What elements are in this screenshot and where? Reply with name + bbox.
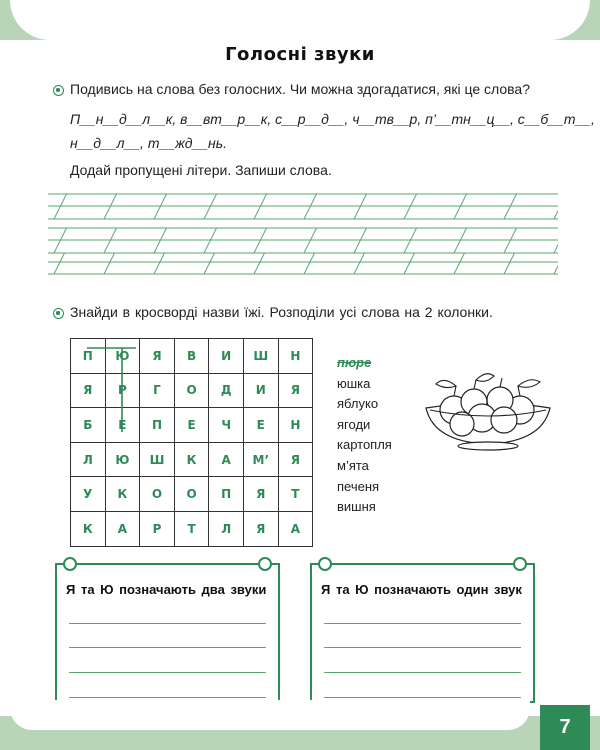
- grid-cell: Б: [71, 408, 106, 443]
- found-word-path: [70, 338, 278, 546]
- task1-instruction: Додай пропущені літери. Запиши слова.: [70, 162, 332, 178]
- grid-cell: О: [174, 373, 209, 408]
- grid-cell: Ю: [105, 442, 140, 477]
- grid-cell: Ш: [140, 442, 175, 477]
- grid-cell: Я: [243, 477, 278, 512]
- top-decor-card: [10, 0, 590, 40]
- grid-cell: А: [278, 511, 313, 546]
- grid-cell: Я: [71, 373, 106, 408]
- grid-cell: Ю: [105, 339, 140, 374]
- grid-cell: Н: [278, 408, 313, 443]
- grid-cell: Е: [174, 408, 209, 443]
- grid-cell: О: [174, 477, 209, 512]
- food-word: вишня: [337, 499, 376, 515]
- grid-cell: П: [140, 408, 175, 443]
- grid-cell: В: [174, 339, 209, 374]
- grid-cell: Г: [140, 373, 175, 408]
- grid-cell: Е: [243, 408, 278, 443]
- task2-prompt: Знайди в кросворді назви їжі. Розподіли усі слова на 2 колонки.: [70, 304, 493, 320]
- bottom-decor-card: [10, 700, 530, 730]
- grid-cell: Я: [140, 339, 175, 374]
- grid-cell: Р: [140, 511, 175, 546]
- grid-cell: Т: [174, 511, 209, 546]
- food-word: печеня: [337, 478, 380, 494]
- ring-icon: [318, 557, 332, 571]
- fruit-bowl-icon: [422, 368, 554, 452]
- food-word: юшка: [337, 375, 371, 391]
- answer-box-one-sound: [310, 563, 535, 703]
- grid-cell: Ч: [209, 408, 244, 443]
- grid-cell: А: [105, 511, 140, 546]
- grid-cell: Е: [105, 408, 140, 443]
- food-word: яблуко: [337, 396, 379, 412]
- page-title: Голосні звуки: [225, 44, 375, 65]
- grid-cell: К: [174, 442, 209, 477]
- grid-cell: Р: [105, 373, 140, 408]
- grid-cell: Т: [278, 477, 313, 512]
- grid-cell: М’: [243, 442, 278, 477]
- ring-icon: [258, 557, 272, 571]
- food-word: ягоди: [337, 416, 371, 432]
- task1-masked-words-line1: П__н__д__л__к, в__вт__р__к, с__р__д__, ч__тв__р, п’__тн__ц__, с__б__т__,: [70, 111, 595, 127]
- grid-cell: Д: [209, 373, 244, 408]
- writing-lines: [48, 186, 558, 276]
- grid-cell: П: [209, 477, 244, 512]
- grid-cell: И: [243, 373, 278, 408]
- grid-cell: Л: [209, 511, 244, 546]
- grid-cell: Я: [278, 442, 313, 477]
- task1-masked-words-line2: н__д__л__, т__жд__нь.: [70, 135, 227, 151]
- grid-cell: П: [71, 339, 106, 374]
- grid-cell: Н: [278, 339, 313, 374]
- food-word: картопля: [337, 437, 392, 453]
- food-word: м’ята: [337, 457, 369, 473]
- grid-cell: О: [140, 477, 175, 512]
- grid-cell: К: [71, 511, 106, 546]
- target-bullet-icon: [53, 308, 64, 319]
- ring-icon: [513, 557, 527, 571]
- answer-box-title: Я та Ю позначають два звуки: [66, 582, 267, 597]
- grid-cell: Я: [278, 373, 313, 408]
- grid-cell: К: [105, 477, 140, 512]
- grid-cell: Я: [243, 511, 278, 546]
- target-bullet-icon: [53, 85, 64, 96]
- grid-cell: У: [71, 477, 106, 512]
- answer-box-title: Я та Ю позначають один звук: [321, 582, 522, 597]
- task1-prompt: Подивись на слова без голосних. Чи можна здогадатися, які це слова?: [70, 81, 530, 97]
- food-word: пюре: [337, 355, 372, 370]
- grid-cell: И: [209, 339, 244, 374]
- ring-icon: [63, 557, 77, 571]
- grid-cell: Ш: [243, 339, 278, 374]
- food-word-list: [337, 353, 392, 518]
- grid-cell: Л: [71, 442, 106, 477]
- page-number: 7: [540, 705, 590, 750]
- grid-cell: А: [209, 442, 244, 477]
- answer-box-two-sounds: [55, 563, 280, 703]
